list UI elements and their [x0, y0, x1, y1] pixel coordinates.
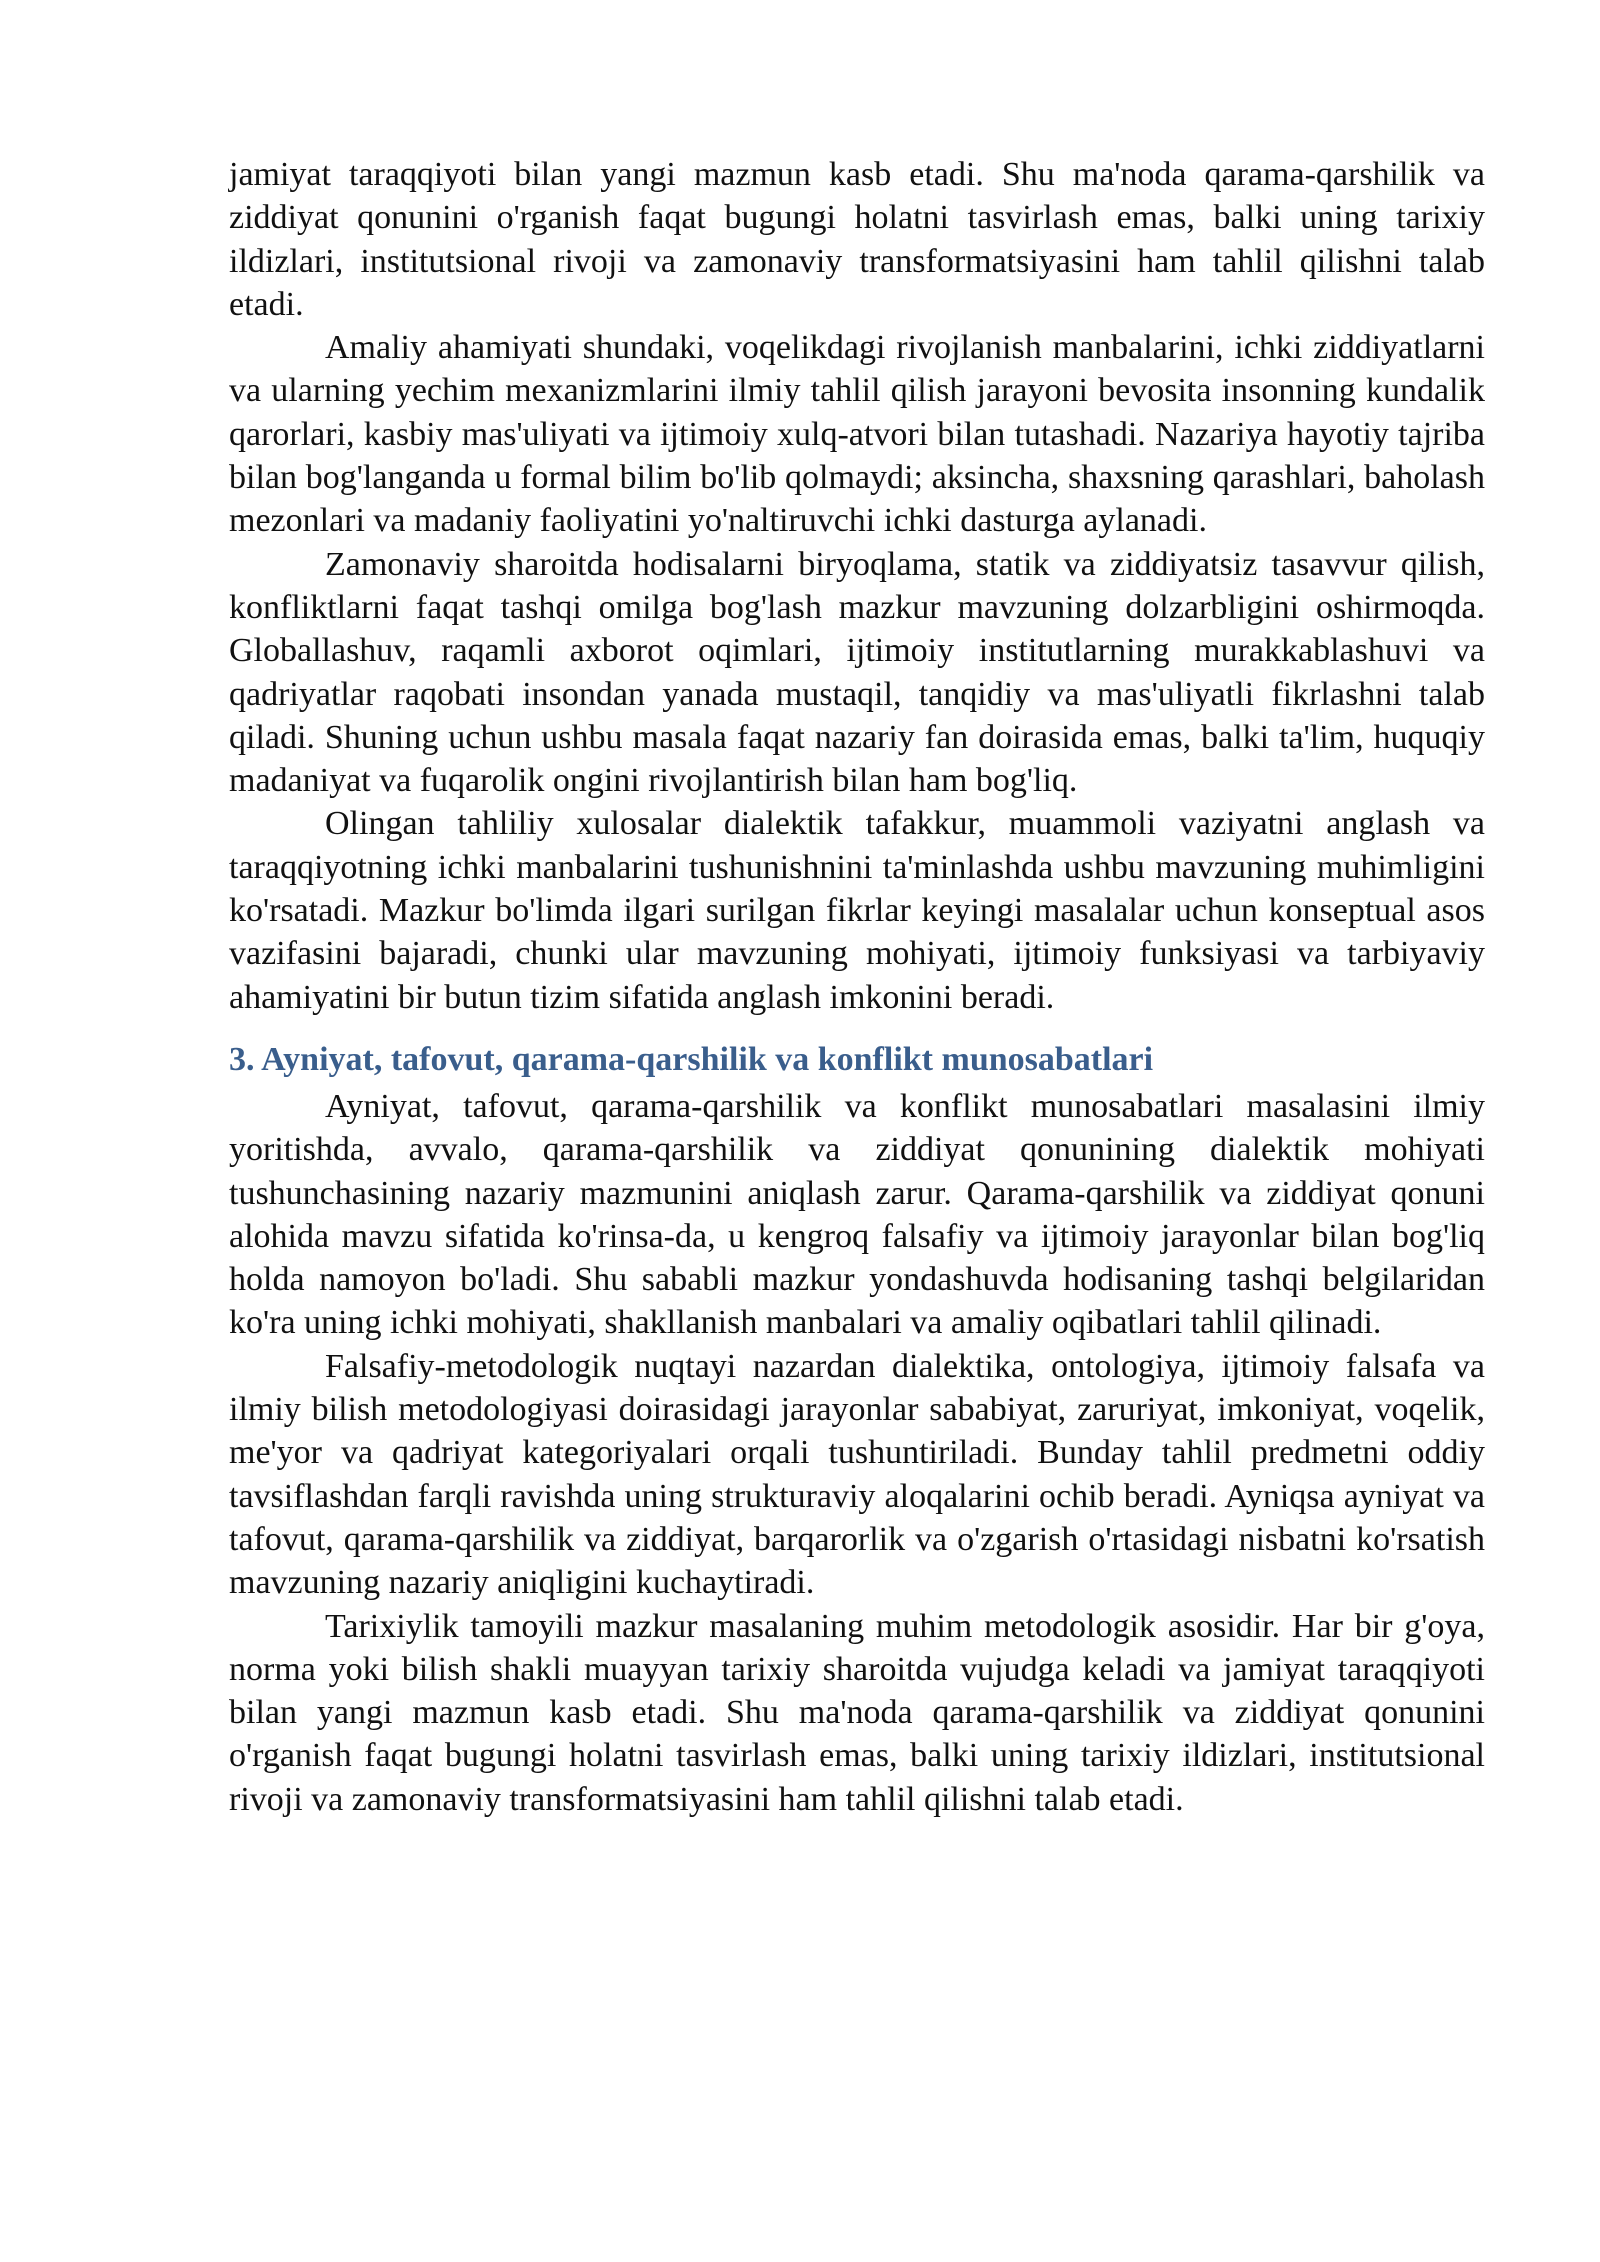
paragraph-modern-conditions: Zamonaviy sharoitda hodisalarni biryoqlama, statik va ziddiyatsiz tasavvur qilish, konfliktlarni faqat tashqi omilga bog'lash mazkur mavzuning dolzarbligini oshirmoqda. Globallashuv, raqamli axborot oqimlari, ijtimoiy institutlarning murakkablashuvi va qadriyatlar raqobati insondan yanada mustaqil, tanqidiy va mas'uliyatli fikrlashni talab qiladi. Shuning uchun ushbu masala faqat nazariy fan doirasida emas, balki ta'lim, huquqiy madaniyat va fuqarolik ongini rivojlantirish bilan ham bog'liq. — [229, 545, 1485, 800]
paragraph-methodology: Falsafiy-metodologik nuqtayi nazardan dialektika, ontologiya, ijtimoiy falsafa va ilmiy bilish metodologiyasi doirasidagi jarayonlar sababiyat, zaruriyat, imkoniyat, voqelik, me'yor va qadriyat kategoriyalari orqali tushuntiriladi. Bunday tahlil predmetni oddiy tavsiflashdan farqli ravishda uning strukturaviy aloqalarini ochib beradi. Ayniqsa ayniyat va tafovut, qarama-qarshilik va ziddiyat, barqarorlik va o'zgarish o'rtasidagi nisbatni ko'rsatish mavzuning nazariy aniqligini kuchaytiradi. — [229, 1347, 1485, 1602]
paragraph-continued: jamiyat taraqqiyoti bilan yangi mazmun kasb etadi. Shu ma'noda qarama-qarshilik va ziddiyat qonunini o'rganish faqat bugungi holatni tasvirlash emas, balki uning tarixiy ildizlari, institutsional rivoji va zamonaviy transformatsiyasini ham tahlil qilishni talab etadi. — [229, 156, 1485, 323]
paragraph-section-intro: Ayniyat, tafovut, qarama-qarshilik va konflikt munosabatlari masalasini ilmiy yoritishda, avvalo, qarama-qarshilik va ziddiyat qonunining dialektik mohiyati tushunchasining nazariy mazmunini aniqlash zarur. Qarama-qarshilik va ziddiyat qonuni alohida mavzu sifatida ko'rinsa-da, u kengroq falsafiy va ijtimoiy jarayonlar bilan bog'liq holda namoyon bo'ladi. Shu sababli mazkur yondashuvda hodisaning tashqi belgilaridan ko'ra uning ichki mohiyati, shakllanish manbalari va amaliy oqibatlari tahlil qilinadi. — [229, 1087, 1485, 1342]
paragraph-conclusions: Olingan tahliliy xulosalar dialektik tafakkur, muammoli vaziyatni anglash va taraqqiyotning ichki manbalarini tushunishnini ta'minlashda ushbu mavzuning muhimligini ko'rsatadi. Mazkur bo'limda ilgari surilgan fikrlar keyingi masalalar uchun konseptual asos vazifasini bajaradi, chunki ular mavzuning mohiyati, ijtimoiy funksiyasi va tarbiyaviy ahamiyatini bir butun tizim sifatida anglash imkonini beradi. — [229, 805, 1485, 1016]
section-heading: 3. Ayniyat, tafovut, qarama-qarshilik va konflikt munosabatlari — [229, 1040, 1154, 1078]
document-body — [229, 153, 1485, 1821]
paragraph-historicism: Tarixiylik tamoyili mazkur masalaning muhim metodologik asosidir. Har bir g'oya, norma yoki bilish shakli muayyan tarixiy sharoitda vujudga keladi va jamiyat taraqqiyoti bilan yangi mazmun kasb etadi. Shu ma'noda qarama-qarshilik va ziddiyat qonunini o'rganish faqat bugungi holatni tasvirlash emas, balki uning tarixiy ildizlari, institutsional rivoji va zamonaviy transformatsiyasini ham tahlil qilishni talab etadi. — [229, 1607, 1485, 1818]
paragraph-practical-significance: Amaliy ahamiyati shundaki, voqelikdagi rivojlanish manbalarini, ichki ziddiyatlarni va ularning yechim mexanizmlarini ilmiy tahlil qilish jarayoni bevosita insonning kundalik qarorlari, kasbiy mas'uliyati va ijtimoiy xulq-atvori bilan tutashadi. Nazariya hayotiy tajriba bilan bog'langanda u formal bilim bo'lib qolmaydi; aksincha, shaxsning qarashlari, baholash mezonlari va madaniy faoliyatini yo'naltiruvchi ichki dasturga aylanadi. — [229, 329, 1485, 540]
